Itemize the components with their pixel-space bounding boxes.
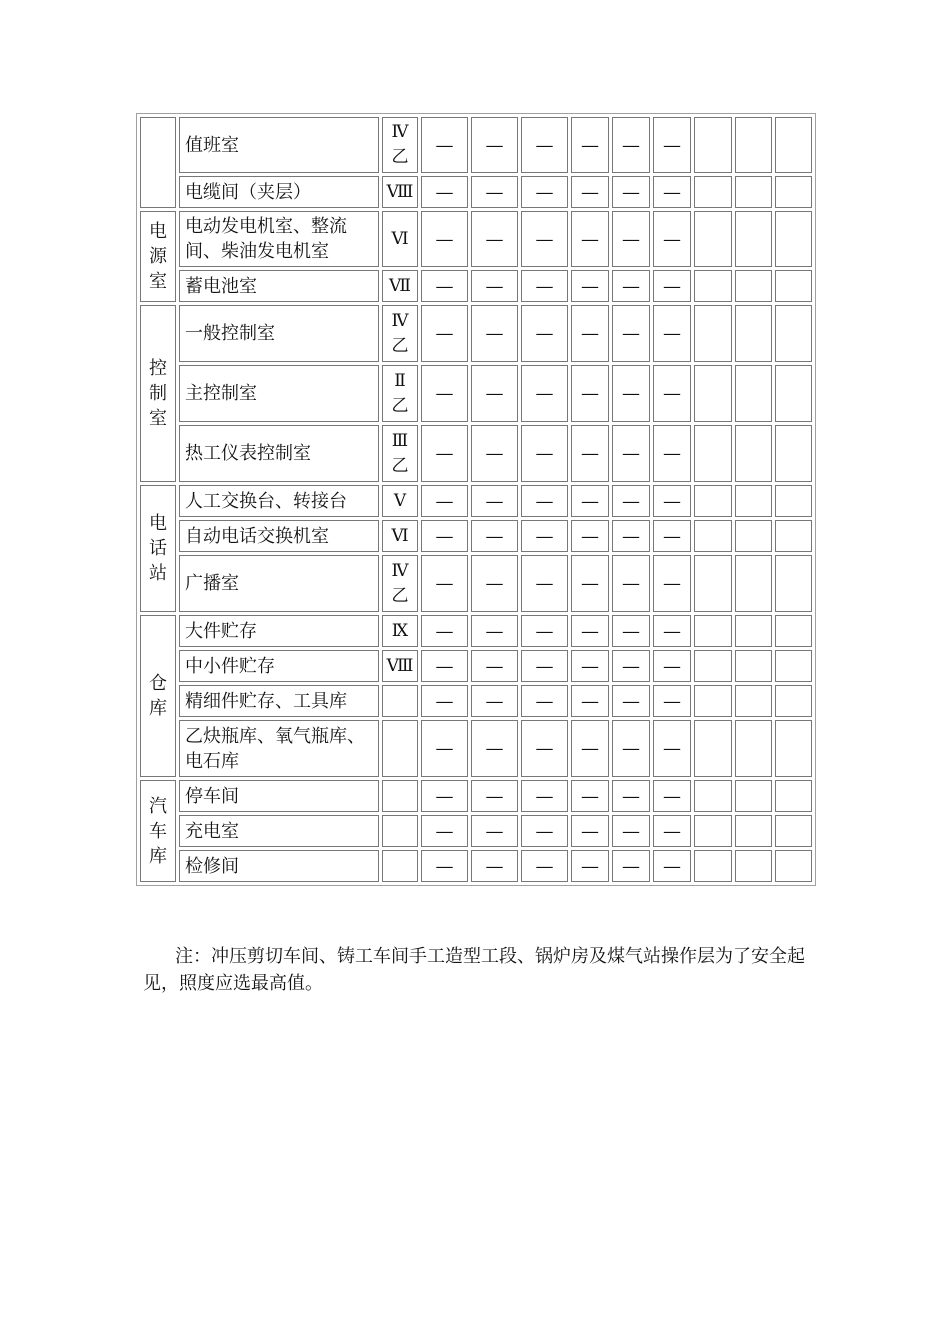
value-cell: — (521, 650, 568, 682)
level-value: 乙 (391, 335, 409, 356)
group-label-char: 控 (149, 358, 167, 379)
table-row (140, 305, 812, 362)
value-cell: — (571, 720, 609, 777)
level-value: Ⅳ (391, 310, 409, 331)
value-cell: — (521, 780, 568, 812)
table-row (140, 650, 812, 682)
empty-cell (694, 425, 732, 482)
illuminance-level-cell (382, 650, 418, 682)
table-row (140, 425, 812, 482)
room-name-cell: 精细件贮存、工具库 (179, 685, 379, 717)
value-cell: — (421, 650, 468, 682)
group-label-char: 电 (149, 221, 167, 242)
room-name-cell: 广播室 (179, 555, 379, 612)
table-row (140, 176, 812, 208)
illuminance-level-cell (382, 780, 418, 812)
level-value: Ⅱ (394, 370, 406, 391)
value-cell: — (571, 815, 609, 847)
value-cell: — (521, 117, 568, 173)
value-cell: — (421, 211, 468, 267)
value-cell: — (521, 815, 568, 847)
room-name-cell: 电缆间（夹层） (179, 176, 379, 208)
level-value: Ⅷ (386, 181, 414, 202)
group-label-char: 室 (149, 408, 167, 429)
empty-cell (775, 720, 812, 777)
value-cell: — (571, 117, 609, 173)
value-cell: — (421, 685, 468, 717)
group-label-char: 库 (149, 698, 167, 719)
value-cell: — (471, 117, 518, 173)
value-cell: — (421, 520, 468, 552)
empty-cell (775, 305, 812, 362)
group-label-cell (140, 780, 176, 882)
level-value: Ⅳ (391, 122, 409, 142)
value-cell: — (653, 615, 691, 647)
illuminance-level-cell (382, 520, 418, 552)
empty-cell (694, 815, 732, 847)
value-cell: — (612, 211, 650, 267)
table-row (140, 485, 812, 517)
value-cell: — (471, 850, 518, 882)
level-value: Ⅶ (389, 275, 411, 296)
value-cell: — (571, 270, 609, 302)
room-name-cell: 电动发电机室、整流间、柴油发电机室 (179, 211, 379, 267)
value-cell: — (612, 305, 650, 362)
value-cell: — (612, 365, 650, 422)
value-cell: — (521, 270, 568, 302)
value-cell: — (612, 650, 650, 682)
level-value: Ⅷ (386, 655, 414, 676)
value-cell: — (653, 485, 691, 517)
value-cell: — (521, 211, 568, 267)
value-cell: — (612, 176, 650, 208)
level-value: Ⅸ (391, 620, 409, 641)
table-row (140, 615, 812, 647)
value-cell: — (421, 270, 468, 302)
table-row (140, 211, 812, 267)
value-cell: — (571, 555, 609, 612)
illuminance-level-cell (382, 555, 418, 612)
empty-cell (735, 555, 772, 612)
value-cell: — (571, 305, 609, 362)
empty-cell (775, 615, 812, 647)
table-row (140, 555, 812, 612)
illuminance-level-cell (382, 117, 418, 173)
value-cell: — (612, 520, 650, 552)
empty-cell (775, 685, 812, 717)
illuminance-level-cell (382, 815, 418, 847)
empty-cell (775, 117, 812, 173)
empty-cell (775, 211, 812, 267)
value-cell: — (653, 850, 691, 882)
value-cell: — (653, 685, 691, 717)
table-row (140, 365, 812, 422)
value-cell: — (571, 685, 609, 717)
empty-cell (735, 780, 772, 812)
value-cell: — (421, 485, 468, 517)
group-label-cell (140, 211, 176, 302)
value-cell: — (471, 425, 518, 482)
room-name-cell: 大件贮存 (179, 615, 379, 647)
empty-cell (775, 176, 812, 208)
room-name-cell: 人工交换台、转接台 (179, 485, 379, 517)
value-cell: — (521, 555, 568, 612)
value-cell: — (653, 211, 691, 267)
value-cell: — (653, 425, 691, 482)
value-cell: — (521, 485, 568, 517)
value-cell: — (421, 305, 468, 362)
empty-cell (735, 615, 772, 647)
value-cell: — (421, 176, 468, 208)
table-row (140, 850, 812, 882)
table-row (140, 815, 812, 847)
illuminance-level-cell (382, 720, 418, 777)
empty-cell (735, 685, 772, 717)
table-row (140, 685, 812, 717)
level-value: Ⅵ (391, 525, 409, 546)
group-label-char: 源 (149, 246, 167, 267)
table-row (140, 780, 812, 812)
empty-cell (735, 425, 772, 482)
value-cell: — (471, 615, 518, 647)
empty-cell (694, 780, 732, 812)
room-name-cell: 停车间 (179, 780, 379, 812)
empty-cell (694, 176, 732, 208)
value-cell: — (653, 365, 691, 422)
value-cell: — (421, 365, 468, 422)
empty-cell (694, 685, 732, 717)
value-cell: — (612, 815, 650, 847)
value-cell: — (571, 365, 609, 422)
empty-cell (694, 211, 732, 267)
empty-cell (735, 650, 772, 682)
empty-cell (694, 485, 732, 517)
value-cell: — (571, 176, 609, 208)
value-cell: — (471, 211, 518, 267)
room-name-cell: 检修间 (179, 850, 379, 882)
group-label-char: 站 (149, 563, 167, 584)
level-value: 乙 (391, 147, 409, 167)
value-cell: — (571, 780, 609, 812)
group-label-char: 电 (149, 513, 167, 534)
empty-cell (694, 720, 732, 777)
table-row (140, 270, 812, 302)
empty-cell (694, 117, 732, 173)
value-cell: — (653, 650, 691, 682)
group-label-cell (140, 615, 176, 777)
value-cell: — (471, 720, 518, 777)
value-cell: — (653, 780, 691, 812)
value-cell: — (471, 176, 518, 208)
value-cell: — (571, 650, 609, 682)
value-cell: — (612, 850, 650, 882)
group-label-char: 制 (149, 383, 167, 404)
room-name-cell: 中小件贮存 (179, 650, 379, 682)
illuminance-level-cell (382, 365, 418, 422)
empty-cell (694, 850, 732, 882)
room-name-cell: 乙炔瓶库、氧气瓶库、电石库 (179, 720, 379, 777)
value-cell: — (653, 815, 691, 847)
group-label-cell (140, 485, 176, 612)
level-value: 乙 (391, 455, 409, 476)
value-cell: — (521, 365, 568, 422)
empty-cell (735, 520, 772, 552)
empty-cell (694, 270, 732, 302)
value-cell: — (421, 117, 468, 173)
value-cell: — (471, 365, 518, 422)
empty-cell (735, 485, 772, 517)
level-value: 乙 (391, 585, 409, 606)
illuminance-level-cell (382, 685, 418, 717)
illuminance-level-cell (382, 211, 418, 267)
room-name-cell: 值班室 (179, 117, 379, 173)
illuminance-level-cell (382, 305, 418, 362)
value-cell: — (421, 615, 468, 647)
empty-cell (775, 780, 812, 812)
value-cell: — (653, 720, 691, 777)
value-cell: — (653, 176, 691, 208)
empty-cell (775, 270, 812, 302)
value-cell: — (612, 615, 650, 647)
group-label-char: 室 (149, 271, 167, 292)
empty-cell (694, 365, 732, 422)
table-row (140, 117, 812, 173)
illuminance-level-cell (382, 850, 418, 882)
value-cell: — (653, 117, 691, 173)
empty-cell (735, 365, 772, 422)
value-cell: — (421, 780, 468, 812)
empty-cell (775, 555, 812, 612)
value-cell: — (571, 211, 609, 267)
group-label-char: 车 (149, 820, 167, 842)
room-name-cell: 主控制室 (179, 365, 379, 422)
value-cell: — (612, 117, 650, 173)
value-cell: — (653, 305, 691, 362)
empty-cell (694, 305, 732, 362)
empty-cell (735, 117, 772, 173)
level-value: Ⅳ (391, 560, 409, 581)
value-cell: — (653, 520, 691, 552)
room-name-cell: 充电室 (179, 815, 379, 847)
group-label-char: 库 (149, 845, 167, 867)
empty-cell (775, 520, 812, 552)
value-cell: — (612, 780, 650, 812)
value-cell: — (471, 650, 518, 682)
room-name-cell: 蓄电池室 (179, 270, 379, 302)
empty-cell (775, 650, 812, 682)
illuminance-level-cell (382, 270, 418, 302)
value-cell: — (571, 425, 609, 482)
level-value: Ⅲ (391, 430, 409, 451)
group-label-char: 汽 (149, 795, 167, 817)
value-cell: — (612, 685, 650, 717)
empty-cell (735, 305, 772, 362)
value-cell: — (521, 685, 568, 717)
room-name-cell: 一般控制室 (179, 305, 379, 362)
footnote: 注：冲压剪切车间、铸工车间手工造型工段、锅炉房及煤气站操作层为了安全起见，照度应选最高值。 (143, 946, 805, 994)
illuminance-level-cell (382, 485, 418, 517)
value-cell: — (612, 485, 650, 517)
value-cell: — (471, 555, 518, 612)
level-value: 乙 (391, 395, 409, 416)
value-cell: — (421, 720, 468, 777)
value-cell: — (521, 850, 568, 882)
empty-cell (735, 815, 772, 847)
value-cell: — (471, 485, 518, 517)
value-cell: — (471, 780, 518, 812)
level-value: Ⅴ (393, 490, 407, 511)
value-cell: — (521, 720, 568, 777)
value-cell: — (653, 555, 691, 612)
value-cell: — (421, 555, 468, 612)
group-label-cell (140, 117, 176, 208)
value-cell: — (571, 520, 609, 552)
empty-cell (735, 720, 772, 777)
value-cell: — (471, 270, 518, 302)
value-cell: — (612, 555, 650, 612)
empty-cell (735, 211, 772, 267)
empty-cell (694, 555, 732, 612)
value-cell: — (521, 305, 568, 362)
illuminance-level-cell (382, 425, 418, 482)
empty-cell (775, 485, 812, 517)
value-cell: — (571, 615, 609, 647)
group-label-char: 话 (149, 538, 167, 559)
group-label-char: 仓 (149, 673, 167, 694)
empty-cell (775, 850, 812, 882)
value-cell: — (653, 270, 691, 302)
empty-cell (694, 650, 732, 682)
value-cell: — (471, 520, 518, 552)
empty-cell (694, 615, 732, 647)
value-cell: — (521, 520, 568, 552)
room-name-cell: 自动电话交换机室 (179, 520, 379, 552)
value-cell: — (471, 685, 518, 717)
value-cell: — (571, 850, 609, 882)
empty-cell (775, 365, 812, 422)
table-body (140, 117, 812, 882)
value-cell: — (471, 815, 518, 847)
table-row (140, 720, 812, 777)
value-cell: — (612, 270, 650, 302)
value-cell: — (471, 305, 518, 362)
level-value: Ⅵ (391, 228, 409, 249)
empty-cell (694, 520, 732, 552)
value-cell: — (571, 485, 609, 517)
value-cell: — (612, 425, 650, 482)
illuminance-level-cell (382, 615, 418, 647)
empty-cell (775, 815, 812, 847)
empty-cell (735, 270, 772, 302)
value-cell: — (612, 720, 650, 777)
value-cell: — (421, 815, 468, 847)
room-name-cell: 热工仪表控制室 (179, 425, 379, 482)
value-cell: — (421, 850, 468, 882)
table-row (140, 520, 812, 552)
empty-cell (735, 850, 772, 882)
value-cell: — (521, 615, 568, 647)
value-cell: — (521, 176, 568, 208)
value-cell: — (421, 425, 468, 482)
empty-cell (735, 176, 772, 208)
illuminance-table (136, 113, 816, 886)
group-label-cell (140, 305, 176, 482)
illuminance-level-cell (382, 176, 418, 208)
value-cell: — (521, 425, 568, 482)
empty-cell (775, 425, 812, 482)
